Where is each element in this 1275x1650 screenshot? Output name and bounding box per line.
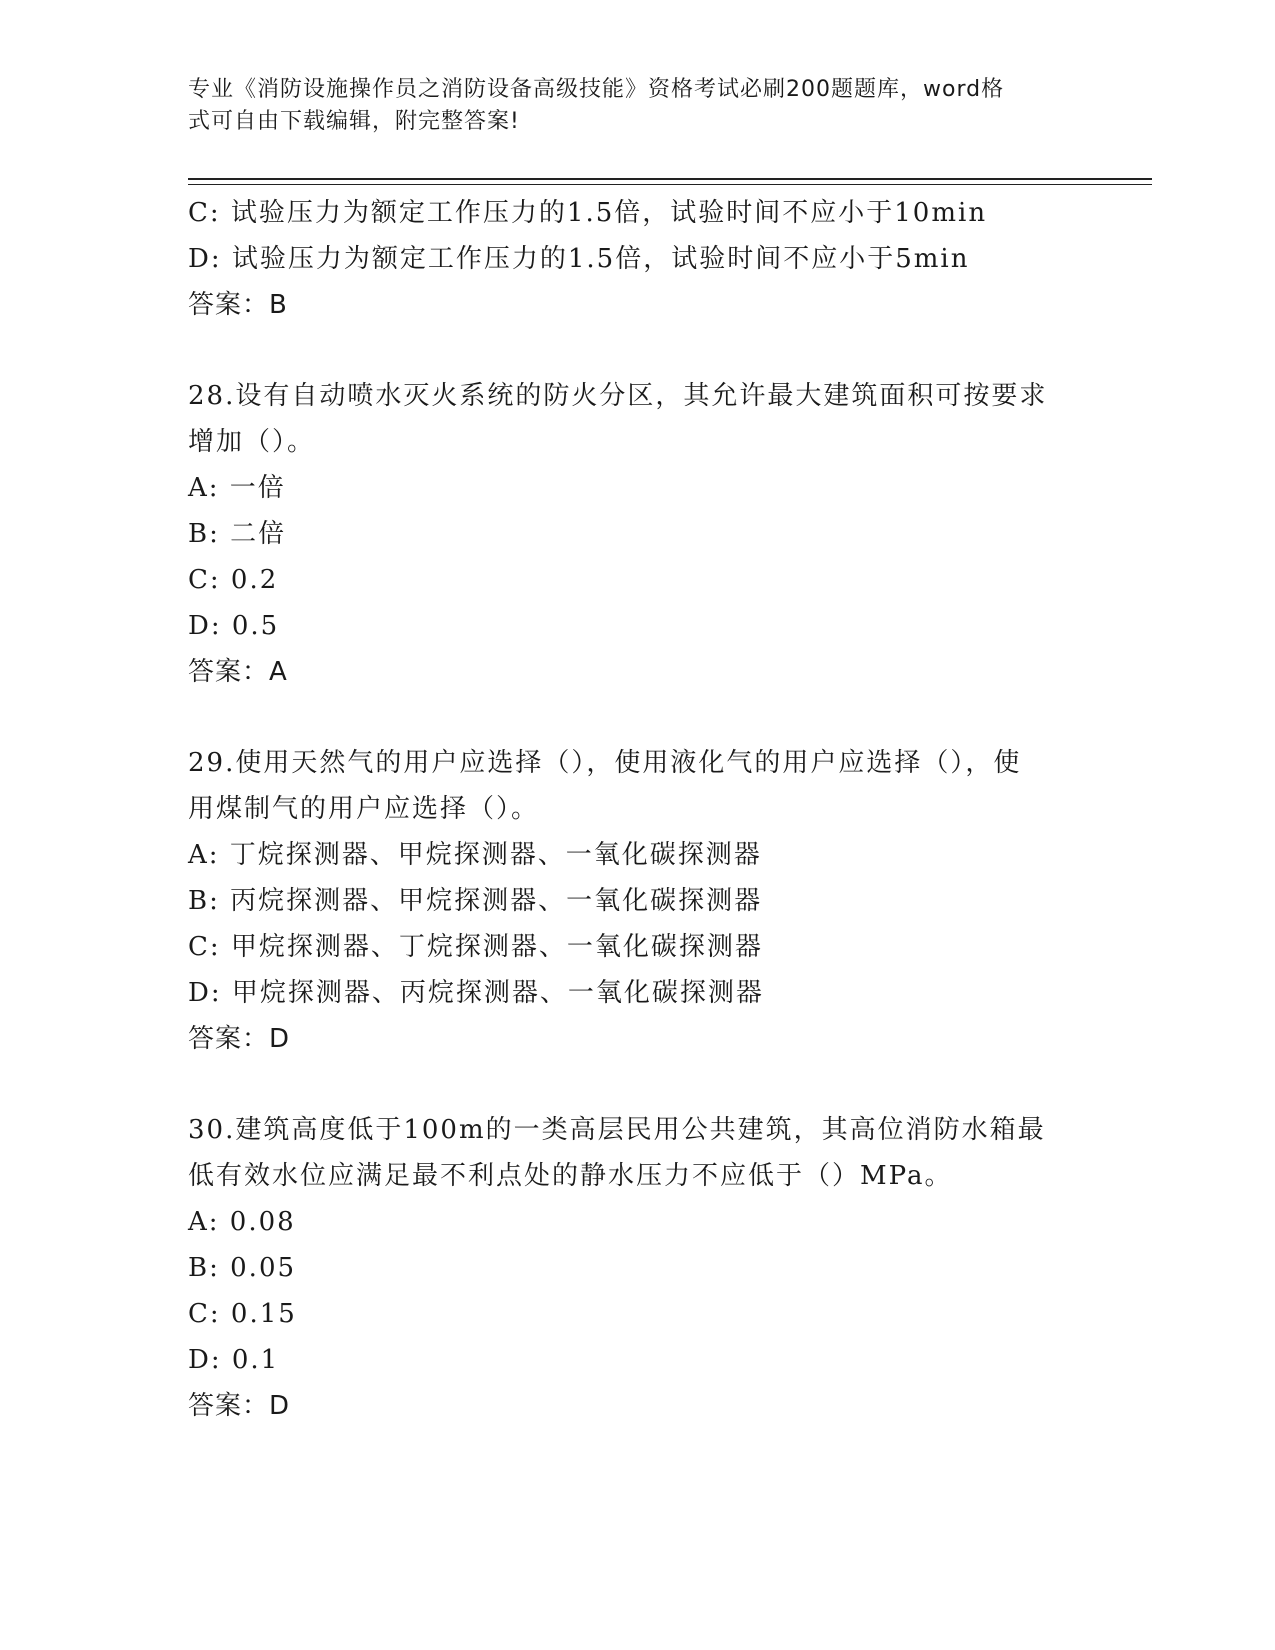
option-a: A: 丁烷探测器、甲烷探测器、一氧化碳探测器 xyxy=(188,840,762,870)
document-header xyxy=(188,74,1068,138)
answer-line: 答案：D xyxy=(188,1391,291,1421)
question-list xyxy=(188,190,1088,1429)
header-divider-thin xyxy=(188,184,1152,185)
option-c: C: 0.2 xyxy=(188,565,279,595)
option-b: B: 丙烷探测器、甲烷探测器、一氧化碳探测器 xyxy=(188,886,763,916)
option-d: D: 试验压力为额定工作压力的1.5倍，试验时间不应小于5min xyxy=(188,244,970,274)
question-title-line-1: 29.使用天然气的用户应选择（），使用液化气的用户应选择（），使 xyxy=(188,748,1022,778)
option-d: D: 甲烷探测器、丙烷探测器、一氧化碳探测器 xyxy=(188,978,764,1008)
option-c: C: 试验压力为额定工作压力的1.5倍，试验时间不应小于10min xyxy=(188,198,988,228)
option-c: C: 甲烷探测器、丁烷探测器、一氧化碳探测器 xyxy=(188,932,763,962)
option-d: D: 0.1 xyxy=(188,1345,280,1375)
header-divider-thick xyxy=(188,178,1152,180)
option-a: A: 一倍 xyxy=(188,473,286,503)
option-b: B: 0.05 xyxy=(188,1253,297,1283)
question-30 xyxy=(188,1107,1088,1429)
question-title-line-2: 用煤制气的用户应选择（）。 xyxy=(188,794,540,824)
question-27-continuation xyxy=(188,190,1088,328)
question-29 xyxy=(188,740,1088,1062)
question-title-line-2: 增加（）。 xyxy=(188,427,316,457)
answer-line: 答案：D xyxy=(188,1024,291,1054)
option-d: D: 0.5 xyxy=(188,611,280,641)
option-c: C: 0.15 xyxy=(188,1299,297,1329)
question-title-line-1: 30.建筑高度低于100m的一类高层民用公共建筑，其高位消防水箱最 xyxy=(188,1115,1046,1145)
answer-line: 答案：B xyxy=(188,290,288,320)
option-b: B: 二倍 xyxy=(188,519,287,549)
question-28 xyxy=(188,373,1088,695)
header-line-1: 专业《消防设施操作员之消防设备高级技能》资格考试必刷200题题库，word格 xyxy=(188,77,1005,102)
answer-line: 答案：A xyxy=(188,657,288,687)
header-line-2: 式可自由下载编辑，附完整答案! xyxy=(188,109,520,134)
question-title-line-1: 28.设有自动喷水灭火系统的防火分区，其允许最大建筑面积可按要求 xyxy=(188,381,1048,411)
option-a: A: 0.08 xyxy=(188,1207,296,1237)
question-title-line-2: 低有效水位应满足最不利点处的静水压力不应低于（）MPa。 xyxy=(188,1161,953,1191)
